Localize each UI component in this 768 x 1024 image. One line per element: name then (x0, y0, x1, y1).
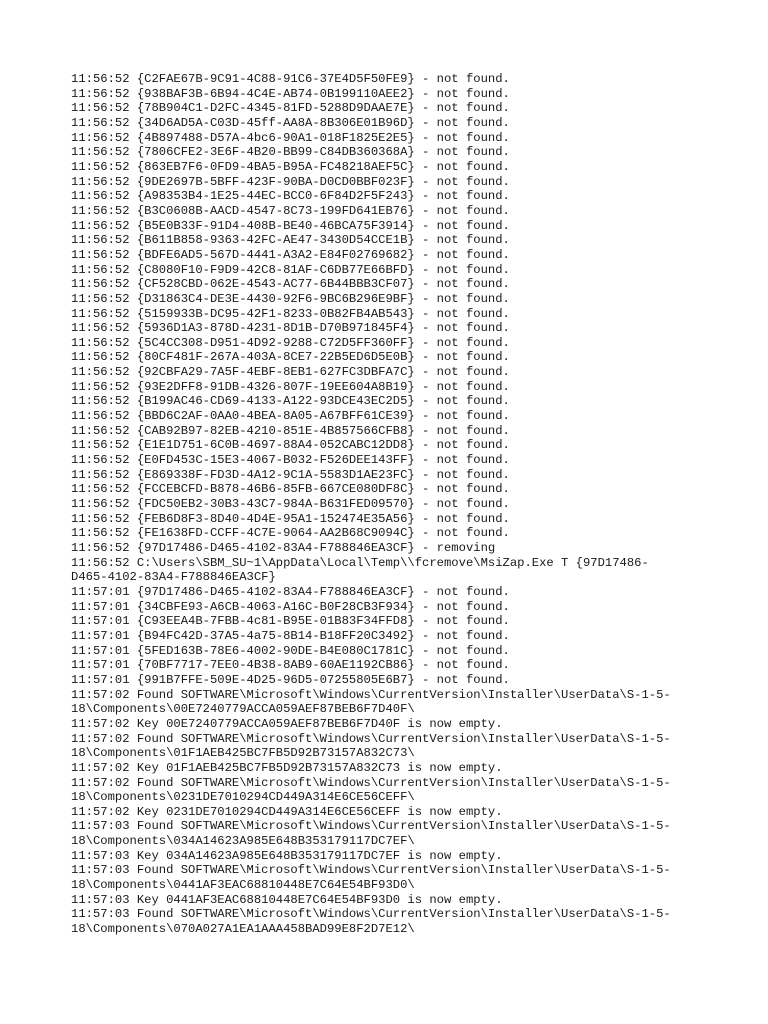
log-line: 11:56:52 C:\Users\SBM_SU~1\AppData\Local\Temp\\fcremove\MsiZap.Exe T {97D17486- (71, 555, 649, 570)
log-line: 11:57:02 Found SOFTWARE\Microsoft\Windows\CurrentVersion\Installer\UserData\S-1-5- (71, 775, 671, 790)
log-line: 11:56:52 {80CF481F-267A-403A-8CE7-22B5ED6D5E0B} - not found. (71, 350, 510, 365)
log-line: 11:56:52 {92CBFA29-7A5F-4EBF-8EB1-627FC3DBFA7C} - not found. (71, 365, 510, 380)
log-body (71, 72, 731, 937)
log-line: 11:56:52 {A98353B4-1E25-44EC-BCC0-6F84D2F5F243} - not found. (71, 189, 510, 204)
log-line: 11:56:52 {FDC50EB2-30B3-43C7-984A-B631FED09570} - not found. (71, 497, 510, 512)
log-line: 11:56:52 {FCCEBCFD-B878-46B6-85FB-667CE080DF8C} - not found. (71, 482, 510, 497)
log-line: 11:57:01 {C93EEA4B-7FBB-4c81-B95E-01B83F34FFD8} - not found. (71, 614, 510, 629)
log-line: 18\Components\034A14623A985E648B353179117DC7EF\ (71, 834, 415, 849)
log-line: 11:57:02 Key 0231DE7010294CD449A314E6CE56CEFF is now empty. (71, 804, 503, 819)
log-document (71, 72, 731, 937)
log-line: 11:56:52 {FE1638FD-CCFF-4C7E-9064-AA2B68C9094C} - not found. (71, 526, 510, 541)
log-line: 11:56:52 {B611B858-9363-42FC-AE47-3430D54CCE1B} - not found. (71, 233, 510, 248)
log-line: 11:56:52 {B3C0608B-AACD-4547-8C73-199FD641EB76} - not found. (71, 203, 510, 218)
log-line: 18\Components\0441AF3EAC68810448E7C64E54BF93D0\ (71, 878, 415, 893)
log-line: 11:56:52 {78B904C1-D2FC-4345-81FD-5288D9DAAE7E} - not found. (71, 101, 510, 116)
log-line: 11:56:52 {D31863C4-DE3E-4430-92F6-9BC6B296E9BF} - not found. (71, 291, 510, 306)
log-line: 11:56:52 {5159933B-DC95-42F1-8233-0B82FB4AB543} - not found. (71, 306, 510, 321)
log-line: 11:57:02 Found SOFTWARE\Microsoft\Windows\CurrentVersion\Installer\UserData\S-1-5- (71, 687, 671, 702)
log-line: 11:57:03 Found SOFTWARE\Microsoft\Windows\CurrentVersion\Installer\UserData\S-1-5- (71, 907, 671, 922)
log-line: 11:57:03 Key 0441AF3EAC68810448E7C64E54BF93D0 is now empty. (71, 892, 503, 907)
log-line: 11:56:52 {C8080F10-F9D9-42C8-81AF-C6DB77E66BFD} - not found. (71, 262, 510, 277)
log-line: 11:56:52 {CF528CBD-062E-4543-AC77-6B44BBB3CF07} - not found. (71, 277, 510, 292)
log-line: 11:56:52 {34D6AD5A-C03D-45ff-AA8A-8B306E01B96D} - not found. (71, 115, 510, 130)
log-line: 11:56:52 {FEB6D8F3-8D40-4D4E-95A1-152474E35A56} - not found. (71, 511, 510, 526)
log-line: 11:56:52 {97D17486-D465-4102-83A4-F788846EA3CF} - removing (71, 541, 496, 555)
log-line: 11:56:52 {5936D1A3-878D-4231-8D1B-D70B971845F4} - not found. (71, 321, 510, 336)
log-line: 11:56:52 {863EB7F6-0FD9-4BA5-B95A-FC48218AEF5C} - not found. (71, 159, 510, 174)
log-line: 11:57:01 {B94FC42D-37A5-4a75-8B14-B18FF20C3492} - not found. (71, 628, 510, 643)
log-line: 11:57:02 Key 01F1AEB425BC7FB5D92B73157A832C73 is now empty. (71, 760, 503, 775)
log-line: 11:57:03 Found SOFTWARE\Microsoft\Windows\CurrentVersion\Installer\UserData\S-1-5- (71, 819, 671, 834)
log-line: 11:57:01 {991B7FFE-509E-4D25-96D5-07255805E6B7} - not found. (71, 672, 510, 687)
log-line: 11:56:52 {B5E0B33F-91D4-408B-BE40-46BCA75F3914} - not found. (71, 218, 510, 233)
log-line: 11:57:02 Key 00E7240779ACCA059AEF87BEB6F7D40F is now empty. (71, 716, 503, 731)
log-line: 11:57:01 {97D17486-D465-4102-83A4-F788846EA3CF} - not found. (71, 584, 510, 599)
log-line: 11:56:52 {BBD6C2AF-0AA0-4BEA-8A05-A67BFF61CE39} - not found. (71, 409, 510, 424)
log-line: 11:56:52 {4B897488-D57A-4bc6-90A1-018F1825E2E5} - not found. (71, 130, 510, 145)
log-line: 11:56:52 {E0FD453C-15E3-4067-B032-F526DEE143FF} - not found. (71, 453, 510, 468)
log-line: 11:56:52 {938BAF3B-6B94-4C4E-AB74-0B199110AEE2} - not found. (71, 86, 510, 101)
log-line: 11:56:52 {9DE2697B-5BFF-423F-90BA-D0CD0BBF023F} - not found. (71, 174, 510, 189)
log-line: 11:57:01 {34CBFE93-A6CB-4063-A16C-B0F28CB3F934} - not found. (71, 599, 510, 614)
log-line: 11:56:52 {BDFE6AD5-567D-4441-A3A2-E84F02769682} - not found. (71, 247, 510, 262)
log-line: 11:56:52 {B199AC46-CD69-4133-A122-93DCE43EC2D5} - not found. (71, 394, 510, 409)
log-line: D465-4102-83A4-F788846EA3CF} (71, 570, 276, 585)
log-line: 11:57:03 Key 034A14623A985E648B353179117DC7EF is now empty. (71, 848, 503, 863)
log-line: 11:56:52 {E1E1D751-6C0B-4697-88A4-052CABC12DD8} - not found. (71, 438, 510, 453)
log-line: 11:56:52 {CAB92B97-82EB-4210-851E-4B857566CFB8} - not found. (71, 423, 510, 438)
log-line: 11:57:02 Found SOFTWARE\Microsoft\Windows\CurrentVersion\Installer\UserData\S-1-5- (71, 731, 671, 746)
log-line: 11:57:01 {5FED163B-78E6-4002-90DE-B4E080C1781C} - not found. (71, 643, 510, 658)
log-line: 18\Components\00E7240779ACCA059AEF87BEB6F7D40F\ (71, 702, 415, 717)
log-line: 18\Components\01F1AEB425BC7FB5D92B73157A832C73\ (71, 746, 415, 761)
log-line: 11:56:52 {5C4CC308-D951-4D92-9288-C72D5FF360FF} - not found. (71, 335, 510, 350)
log-line: 11:56:52 {7806CFE2-3E6F-4B20-BB99-C84DB360368A} - not found. (71, 145, 510, 160)
log-line: 11:56:52 {C2FAE67B-9C91-4C88-91C6-37E4D5F50FE9} - not found. (71, 72, 510, 86)
log-line: 11:56:52 {E869338F-FD3D-4A12-9C1A-5583D1AE23FC} - not found. (71, 467, 510, 482)
log-line: 18\Components\0231DE7010294CD449A314E6CE56CEFF\ (71, 790, 415, 805)
log-line: 11:56:52 {93E2DFF8-91DB-4326-807F-19EE604A8B19} - not found. (71, 379, 510, 394)
log-line: 11:57:03 Found SOFTWARE\Microsoft\Windows\CurrentVersion\Installer\UserData\S-1-5- (71, 863, 671, 878)
log-line: 11:57:01 {70BF7717-7EE0-4B38-8AB9-60AE1192CB86} - not found. (71, 658, 510, 673)
log-line: 18\Components\070A027A1EA1AAA458BAD99E8F2D7E12\ (71, 922, 415, 937)
